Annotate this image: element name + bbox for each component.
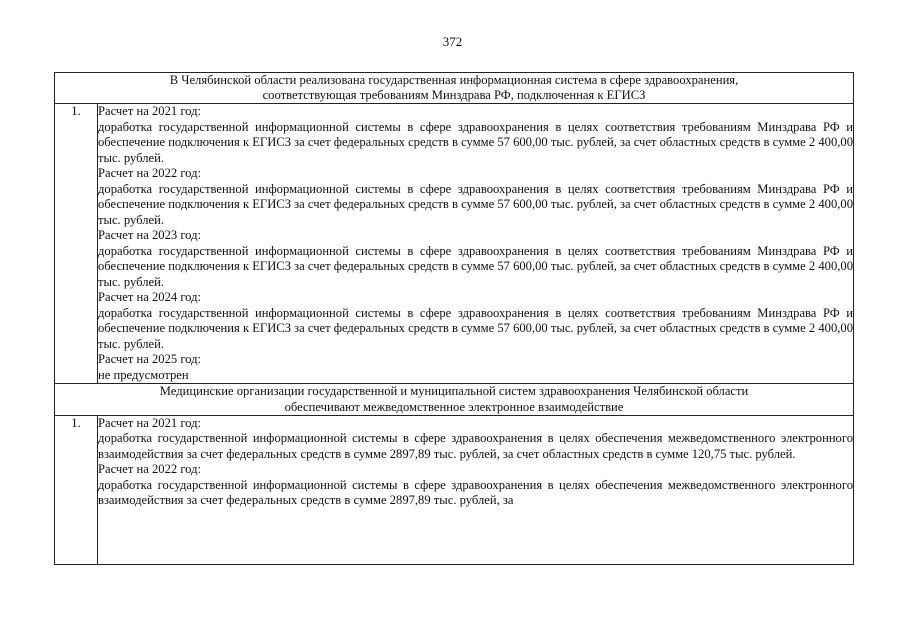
row-number: 1. (55, 415, 98, 564)
document-table (54, 72, 854, 565)
paragraph-text: доработка государственной информационной системы в сфере здравоохранения в целях соответствия требованиям Минздрава РФ и обеспечение подключения к ЕГИСЗ за счет федеральных средств в сумме 57 600,00 тыс. рублей, за счет областных средств в сумме 2 400,00 тыс. рублей. (98, 305, 853, 351)
section-header-line: соответствующая требованиям Минздрава РФ, подключенная к ЕГИСЗ (262, 88, 646, 103)
paragraph-text: доработка государственной информационной системы в сфере здравоохранения в целях обеспечения межведомственного электронного взаимодействия за счет федеральных средств в сумме 2897,89 тыс. рублей, за счет областных средств в сумме 120,75 тыс. рублей. (98, 431, 853, 461)
paragraph-text: не предусмотрен (98, 367, 189, 382)
page-number: 372 (442, 34, 463, 49)
section-header-line: Медицинские организации государственной и муниципальной систем здравоохранения Челябинской области (159, 384, 749, 399)
section-header-line: В Челябинской области реализована государственная информационная система в сфере здравоохранения, (169, 73, 739, 87)
paragraph-text: доработка государственной информационной системы в сфере здравоохранения в целях соответствия требованиям Минздрава РФ и обеспечение подключения к ЕГИСЗ за счет федеральных средств в сумме 57 600,00 тыс. рублей, за счет областных средств в сумме 2 400,00 тыс. рублей. (98, 119, 853, 165)
year-heading: Расчет на 2021 год: (98, 415, 202, 430)
clipped-content (98, 416, 853, 564)
row-content (98, 415, 854, 564)
year-heading: Расчет на 2024 год: (98, 290, 202, 305)
year-heading: Расчет на 2022 год: (98, 166, 202, 181)
year-heading: Расчет на 2025 год: (98, 352, 202, 367)
section-header-row (55, 73, 854, 104)
table-row (55, 104, 854, 384)
table-row (55, 415, 854, 564)
section-header-row (55, 384, 854, 415)
row-content (98, 104, 854, 384)
year-heading: Расчет на 2023 год: (98, 228, 202, 243)
section-header (55, 384, 854, 415)
paragraph-text: доработка государственной информационной системы в сфере здравоохранения в целях обеспечения межведомственного электронного взаимодействия за счет федеральных средств в сумме 2897,89 тыс. рублей, за (98, 477, 853, 508)
row-number: 1. (55, 104, 98, 384)
section-header (55, 73, 854, 104)
paragraph-text: доработка государственной информационной системы в сфере здравоохранения в целях соответствия требованиям Минздрава РФ и обеспечение подключения к ЕГИСЗ за счет федеральных средств в сумме 57 600,00 тыс. рублей, за счет областных средств в сумме 2 400,00 тыс. рублей. (98, 243, 853, 289)
section-header-line: обеспечивают межведомственное электронное взаимодействие (284, 399, 624, 414)
year-heading: Расчет на 2021 год: (98, 104, 202, 119)
paragraph-text: доработка государственной информационной системы в сфере здравоохранения в целях соответствия требованиям Минздрава РФ и обеспечение подключения к ЕГИСЗ за счет федеральных средств в сумме 57 600,00 тыс. рублей, за счет областных средств в сумме 2 400,00 тыс. рублей. (98, 181, 853, 227)
year-heading: Расчет на 2022 год: (98, 462, 202, 477)
